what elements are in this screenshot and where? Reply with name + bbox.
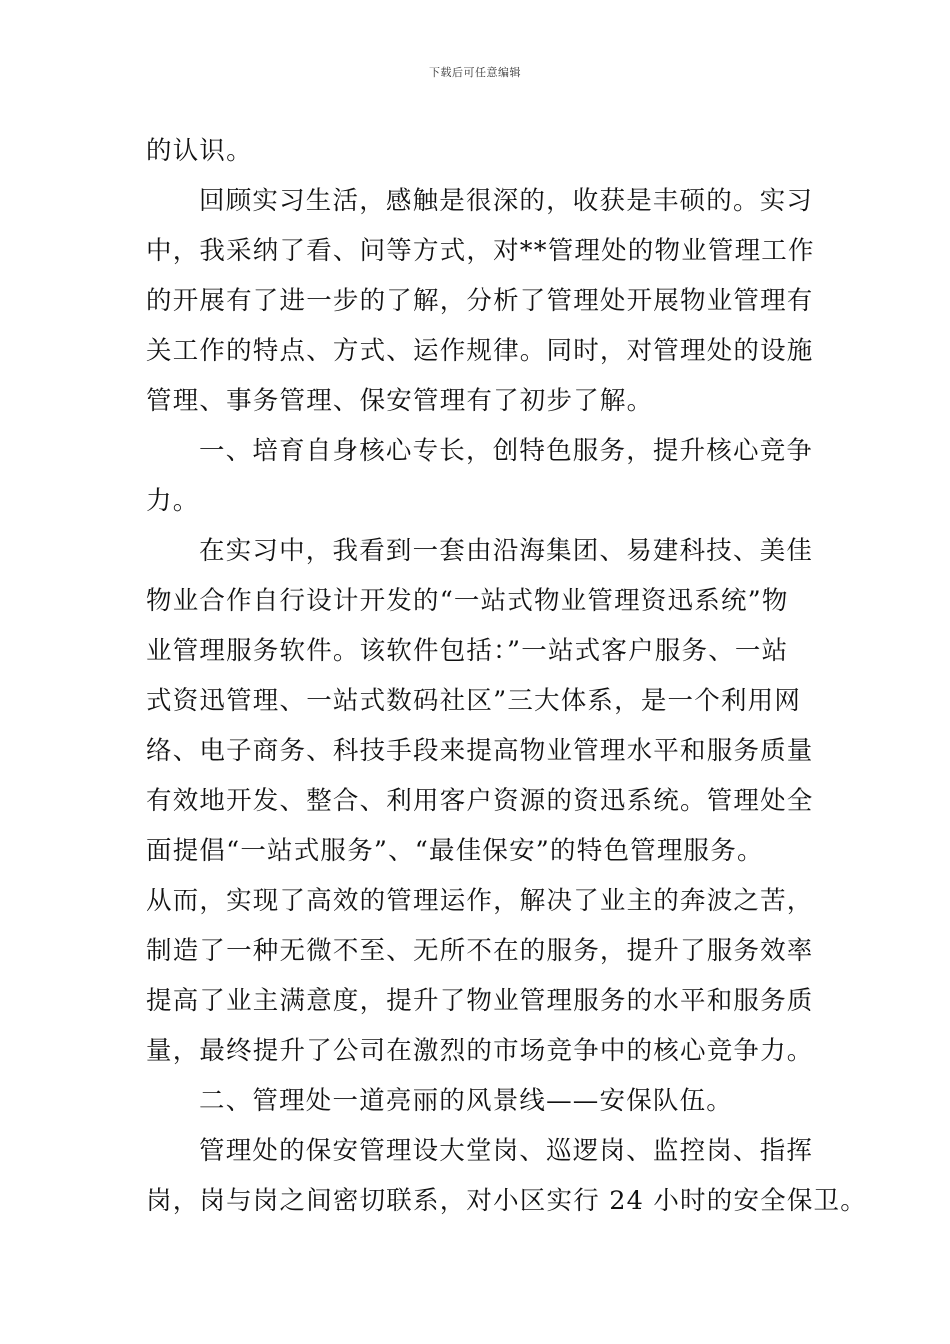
text-line: 有效地开发、整合、利用客户资源的资迅系统。管理处全	[146, 786, 814, 816]
text-line: 关工作的特点、方式、运作规律。同时，对管理处的设施	[146, 336, 814, 366]
text-line: 的认识。	[146, 136, 253, 166]
text-line: 面提倡“一站式服务”、“最佳保安”的特色管理服务。	[146, 836, 764, 866]
text-line: 从而，实现了高效的管理运作，解决了业主的奔波之苦，	[146, 886, 814, 916]
text-line: 回顾实习生活，感触是很深的，收获是丰硕的。实习	[199, 186, 814, 216]
text-line: 二、管理处一道亮丽的风景线——安保队伍。	[199, 1086, 734, 1116]
text-line: 的开展有了进一步的了解，分析了管理处开展物业管理有	[146, 286, 814, 316]
text-line: 业管理服务软件。该软件包括：”一站式客户服务、一站	[146, 636, 789, 666]
text-line: 管理处的保安管理设大堂岗、巡逻岗、监控岗、指挥	[199, 1136, 814, 1166]
text-line: 络、电子商务、科技手段来提高物业管理水平和服务质量	[146, 736, 814, 766]
text-line: 式资迅管理、一站式数码社区”三大体系，是一个利用网	[146, 686, 802, 716]
text-line: 一、培育自身核心专长，创特色服务，提升核心竞争	[199, 436, 814, 466]
text-line: 物业合作自行设计开发的“一站式物业管理资迅系统”物	[146, 586, 789, 616]
text-line: 岗，岗与岗之间密切联系，对小区实行 24 小时的安全保卫。	[146, 1186, 867, 1216]
text-line: 制造了一种无微不至、无所不在的服务，提升了服务效率	[146, 936, 814, 966]
text-line: 在实习中，我看到一套由沿海集团、易建科技、美佳	[199, 536, 814, 566]
document-body	[146, 126, 867, 1226]
text-line: 管理、事务管理、保安管理有了初步了解。	[146, 386, 654, 416]
text-line: 中，我采纳了看、问等方式，对**管理处的物业管理工作	[146, 236, 815, 266]
header-note: 下载后可任意编辑	[429, 66, 521, 79]
text-line: 量，最终提升了公司在激烈的市场竞争中的核心竞争力。	[146, 1036, 814, 1066]
text-line: 提高了业主满意度，提升了物业管理服务的水平和服务质	[146, 986, 814, 1016]
text-line: 力。	[146, 486, 200, 516]
